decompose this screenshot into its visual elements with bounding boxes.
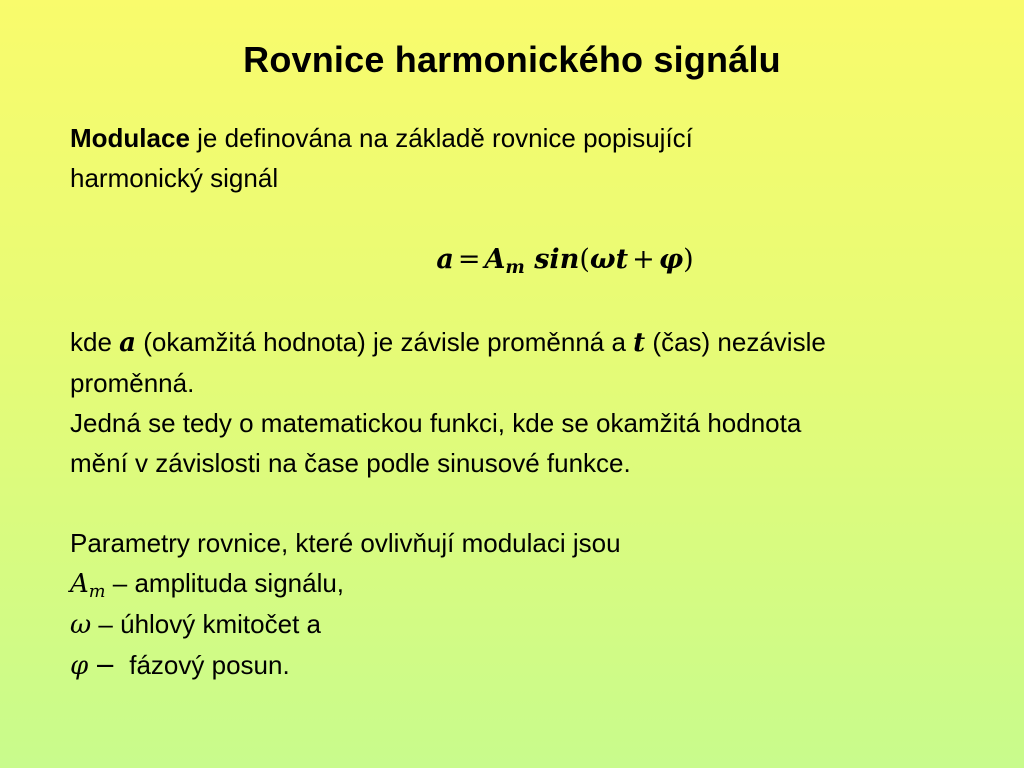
parameter-item-phi <box>70 650 290 680</box>
intro-text-line2: harmonický signál <box>70 163 279 193</box>
description-line3: Jedná se tedy o matematickou funkci, kde se okamžitá hodnota <box>70 408 802 438</box>
equation-func: sin <box>534 244 580 275</box>
description-line2: proměnná. <box>70 368 195 398</box>
parameter-symbol-phi: φ <box>70 651 89 681</box>
equation-close-paren: ) <box>683 244 694 275</box>
parameter-dash-phi: − <box>94 651 117 681</box>
description-var-a: a <box>119 328 137 358</box>
harmonic-equation <box>70 240 970 280</box>
equation-amplitude <box>484 244 525 279</box>
description-paragraph <box>70 322 970 483</box>
parameters-intro: Parametry rovnice, které ovlivňují modulaci jsou <box>70 528 621 558</box>
parameters-paragraph <box>70 523 970 686</box>
intro-bold-word: Modulace <box>70 123 190 153</box>
description-after-t: (čas) nezávisle <box>645 327 826 357</box>
equation-omega: ω <box>589 244 616 275</box>
equation-t: t <box>615 244 629 275</box>
parameter-item-amplitude <box>70 568 345 602</box>
equation-equals: = <box>457 244 481 275</box>
paragraph-gap <box>70 483 970 523</box>
parameter-symbol-omega: ω <box>70 610 92 640</box>
description-var-t: t <box>633 328 646 358</box>
slide-content <box>70 118 970 686</box>
equation-amplitude-main: A <box>484 244 506 275</box>
description-kde: kde <box>70 327 120 357</box>
equation-open-paren: ( <box>579 244 590 275</box>
parameter-text-omega: – úhlový kmitočet a <box>91 609 321 639</box>
equation-lhs: a <box>436 244 454 275</box>
equation-plus: + <box>632 244 655 275</box>
parameter-text-phi: fázový posun. <box>129 650 290 680</box>
description-after-a: (okamžitá hodnota) je závisle proměnná a <box>136 327 634 357</box>
equation-amplitude-sub: m <box>505 257 525 279</box>
slide-title: Rovnice harmonického signálu <box>243 39 781 80</box>
parameter-symbol-amplitude-main: A <box>70 569 89 599</box>
parameter-item-omega <box>70 609 321 639</box>
equation-phi: φ <box>658 244 684 275</box>
intro-text-line1: je definována na základě rovnice popisující <box>189 123 693 153</box>
intro-paragraph <box>70 118 970 198</box>
parameter-symbol-amplitude <box>70 569 106 602</box>
description-line4: mění v závislosti na čase podle sinusové funkce. <box>70 448 631 478</box>
parameter-symbol-amplitude-sub: m <box>88 581 106 602</box>
parameter-text-amplitude: – amplituda signálu, <box>105 568 345 598</box>
